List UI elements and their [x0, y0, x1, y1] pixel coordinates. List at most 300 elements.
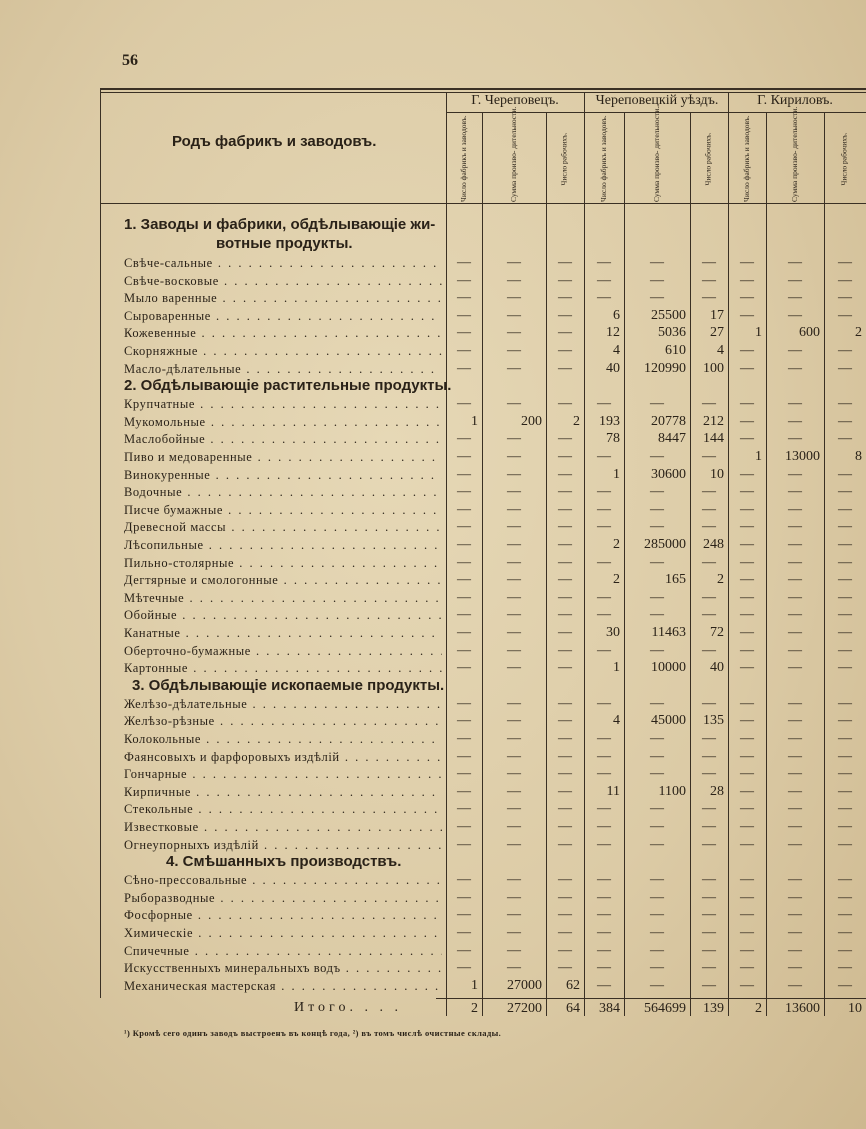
table-top-rule [100, 88, 866, 90]
row-cell: — [702, 589, 716, 605]
table-row [0, 765, 866, 783]
row-name: Картонные . . . [124, 659, 442, 677]
row-cell: — [507, 501, 521, 517]
row-cell: — [507, 872, 521, 888]
row-name: Фосфорные . . . [124, 906, 442, 924]
row-cell: — [788, 307, 802, 323]
row-cell: — [788, 977, 802, 993]
row-cell: — [838, 819, 852, 834]
row-cell: 600 [799, 325, 820, 341]
row-cell: 20778 [651, 413, 686, 429]
row-cell: — [838, 907, 852, 923]
row-cell: 165 [665, 572, 686, 588]
row-cell: — [702, 449, 716, 464]
row-cell: — [838, 625, 852, 640]
row-cell: — [740, 484, 754, 500]
row-cell: 62 [566, 977, 580, 993]
row-cell: — [558, 925, 572, 940]
page-number: 56 [122, 52, 138, 69]
table-row [0, 712, 866, 730]
row-cell: 4 [717, 343, 724, 358]
row-cell: — [457, 449, 471, 464]
row-cell: — [507, 836, 521, 852]
row-cell: — [838, 836, 852, 852]
table-row [0, 871, 866, 889]
row-cell: 285000 [644, 537, 686, 552]
row-cell: — [457, 748, 471, 764]
table-row [0, 906, 866, 924]
row-cell: — [457, 660, 471, 676]
row-cell: 610 [665, 343, 686, 358]
row-cell: — [558, 801, 572, 817]
row-cell: — [702, 396, 716, 412]
row-cell: — [558, 660, 572, 676]
row-cell: — [457, 537, 471, 552]
row-cell: — [558, 484, 572, 500]
subcolumn-header-label: Число рабочихъ. [704, 132, 714, 186]
row-cell: 1 [471, 413, 478, 429]
row-cell: — [740, 466, 754, 482]
row-cell: — [838, 589, 852, 605]
row-cell: — [597, 501, 611, 517]
subcolumn-header-label: Число фабрикъ и заводовъ. [599, 115, 608, 202]
row-cell: — [740, 431, 754, 447]
row-cell: — [507, 960, 521, 976]
table-row [0, 554, 866, 572]
row-cell: — [838, 290, 852, 306]
row-cell: — [838, 466, 852, 482]
section-title: вотные продукты. [216, 235, 353, 252]
row-cell: — [838, 977, 852, 993]
row-cell: — [558, 255, 572, 270]
row-cell: — [457, 907, 471, 923]
table-row [0, 395, 866, 413]
row-cell: — [838, 748, 852, 764]
row-cell: — [740, 572, 754, 588]
row-name: Винокуренные . . . [124, 466, 442, 484]
row-cell: — [558, 748, 572, 764]
row-cell: 10 [710, 466, 724, 482]
row-cell: — [740, 537, 754, 552]
row-cell: 1100 [658, 783, 686, 799]
table-row [0, 942, 866, 960]
row-cell: — [507, 660, 521, 676]
subcolumn-header-label: Сумма произво- дительности. [509, 106, 518, 202]
row-cell: — [740, 748, 754, 764]
row-name: Известковые . . . [124, 818, 442, 836]
row-cell: — [558, 466, 572, 482]
row-cell: — [597, 396, 611, 412]
row-cell: — [788, 607, 802, 623]
row-cell: 1 [755, 449, 762, 464]
row-cell: — [838, 272, 852, 288]
row-cell: — [650, 801, 664, 817]
row-cell: — [788, 766, 802, 782]
group-header-cherepovets-town: Г. Череповецъ. [471, 93, 559, 108]
table-row [0, 254, 866, 272]
row-cell: — [597, 272, 611, 288]
row-cell: — [650, 695, 664, 711]
row-cell: — [702, 977, 716, 993]
row-cell: — [597, 960, 611, 976]
row-cell: 212 [703, 413, 724, 429]
row-cell: — [558, 325, 572, 341]
table-row [0, 360, 866, 378]
table-row [0, 448, 866, 466]
row-name: Сыроваренные . . . [124, 307, 442, 325]
row-cell: — [788, 484, 802, 500]
row-cell: — [507, 396, 521, 412]
table-row [0, 483, 866, 501]
row-cell: — [558, 360, 572, 376]
totals-cell: 384 [599, 1001, 620, 1016]
row-cell: — [650, 731, 664, 746]
totals-rule [436, 998, 866, 999]
row-cell: 2 [717, 572, 724, 588]
row-cell: — [838, 731, 852, 746]
row-cell: 8 [855, 449, 862, 464]
row-cell: — [788, 695, 802, 711]
row-cell: — [838, 642, 852, 658]
row-cell: — [597, 731, 611, 746]
row-cell: 30600 [651, 466, 686, 482]
row-cell: — [740, 589, 754, 605]
row-cell: — [457, 766, 471, 782]
row-cell: 2 [855, 325, 862, 341]
row-cell: — [650, 290, 664, 306]
row-cell: — [457, 607, 471, 623]
row-cell: — [597, 589, 611, 605]
row-cell: — [650, 889, 664, 905]
table-row [0, 836, 866, 854]
row-cell: 1 [755, 325, 762, 341]
row-cell: — [838, 431, 852, 447]
row-cell: — [507, 554, 521, 570]
row-cell: — [597, 255, 611, 270]
table-row [0, 430, 866, 448]
row-cell: — [838, 942, 852, 958]
row-cell: — [558, 731, 572, 746]
row-cell: — [838, 255, 852, 270]
row-cell: 12 [606, 325, 620, 341]
row-cell: — [457, 519, 471, 535]
row-cell: — [457, 872, 471, 888]
row-cell: — [597, 695, 611, 711]
row-cell: — [788, 572, 802, 588]
row-cell: — [457, 713, 471, 729]
group-header-kirilov-town: Г. Кириловъ. [757, 93, 833, 108]
row-cell: — [740, 801, 754, 817]
row-cell: — [558, 501, 572, 517]
row-name: Спичечные . . . [124, 942, 442, 960]
row-cell: — [788, 255, 802, 270]
row-cell: 5036 [658, 325, 686, 341]
subcolumn-header-label: Число фабрикъ и заводовъ. [742, 115, 751, 202]
row-cell: 72 [710, 625, 724, 640]
row-name: Водочные . . . [124, 483, 442, 501]
totals-cell: 564699 [644, 1001, 686, 1016]
totals-cell: 2 [471, 1001, 478, 1016]
row-cell: — [838, 660, 852, 676]
row-cell: — [558, 290, 572, 306]
row-cell: — [507, 625, 521, 640]
table-row [0, 748, 866, 766]
row-name: Канатные . . . [124, 624, 442, 642]
row-cell: 10000 [651, 660, 686, 676]
row-name: Стекольные . . . [124, 800, 442, 818]
row-cell: 1 [613, 466, 620, 482]
row-cell: — [558, 819, 572, 834]
row-cell: — [702, 801, 716, 817]
row-cell: — [597, 889, 611, 905]
row-name: Искусственныхъ минеральныхъ водъ . . . [124, 959, 442, 977]
row-cell: — [457, 889, 471, 905]
table-row [0, 818, 866, 836]
row-cell: — [650, 519, 664, 535]
row-cell: — [702, 695, 716, 711]
row-name: Мѣтечные . . . [124, 589, 442, 607]
header-bottom-rule [100, 203, 866, 204]
row-cell: — [650, 977, 664, 993]
row-name: Писче бумажные . . . [124, 501, 442, 519]
row-cell: — [507, 731, 521, 746]
row-cell: — [558, 537, 572, 552]
row-cell: — [740, 977, 754, 993]
row-cell: — [558, 713, 572, 729]
row-cell: — [838, 925, 852, 940]
row-cell: — [457, 819, 471, 834]
row-name: Гончарные . . . [124, 765, 442, 783]
row-cell: — [702, 925, 716, 940]
row-name: Древесной массы . . . [124, 518, 442, 536]
row-cell: — [558, 572, 572, 588]
row-cell: — [740, 819, 754, 834]
row-cell: — [650, 872, 664, 888]
row-cell: — [558, 642, 572, 658]
row-cell: 30 [606, 625, 620, 640]
row-cell: — [788, 642, 802, 658]
row-cell: — [838, 396, 852, 412]
row-cell: — [740, 942, 754, 958]
table-row [0, 501, 866, 519]
row-cell: — [457, 325, 471, 341]
table-row [0, 571, 866, 589]
row-cell: — [650, 589, 664, 605]
row-cell: — [838, 695, 852, 711]
section-title: 2. Обдѣлывающіе растительные продукты. [124, 377, 452, 395]
table-row [0, 518, 866, 536]
row-cell: — [507, 307, 521, 323]
row-name: Кожевенные . . . [124, 324, 442, 342]
row-cell: — [457, 642, 471, 658]
row-cell: — [457, 272, 471, 288]
row-cell: — [558, 449, 572, 464]
subcolumn-header-9 [828, 116, 862, 202]
row-cell: 78 [606, 431, 620, 447]
row-cell: — [740, 607, 754, 623]
row-cell: — [558, 607, 572, 623]
row-cell: — [788, 660, 802, 676]
subcolumn-header-2 [497, 106, 531, 202]
row-cell: — [788, 907, 802, 923]
row-cell: 45000 [651, 713, 686, 729]
row-cell: — [788, 872, 802, 888]
row-cell: — [838, 801, 852, 817]
table-row [0, 342, 866, 360]
row-cell: 248 [703, 537, 724, 552]
row-cell: — [740, 660, 754, 676]
row-name: Маслобойные . . . [124, 430, 442, 448]
table-row [0, 800, 866, 818]
row-cell: — [558, 396, 572, 412]
totals-cell: 64 [566, 1001, 580, 1016]
row-cell: — [702, 942, 716, 958]
row-cell: — [650, 607, 664, 623]
row-cell: 40 [710, 660, 724, 676]
row-cell: — [740, 907, 754, 923]
row-cell: — [457, 942, 471, 958]
row-cell: — [838, 343, 852, 358]
row-cell: — [457, 307, 471, 323]
row-cell: — [740, 642, 754, 658]
row-name: Огнеупорныхъ издѣлій . . . [124, 836, 442, 854]
row-cell: — [788, 731, 802, 746]
row-cell: — [788, 519, 802, 535]
table-row [0, 466, 866, 484]
row-cell: — [558, 589, 572, 605]
row-cell: — [507, 801, 521, 817]
table-row [0, 624, 866, 642]
subcolumn-header-label: Сумма произво- дительности. [790, 106, 799, 202]
section-title: 4. Смѣшанныхъ производствъ. [166, 853, 402, 871]
row-cell: — [457, 290, 471, 306]
row-cell: 1 [471, 977, 478, 993]
subcolumn-header-7 [730, 116, 764, 202]
row-cell: — [457, 801, 471, 817]
row-cell: — [507, 889, 521, 905]
subcolumn-header-label: Сумма произво- дительности. [652, 106, 661, 202]
row-cell: — [650, 836, 664, 852]
row-cell: — [838, 554, 852, 570]
row-cell: — [702, 501, 716, 517]
row-cell: — [507, 642, 521, 658]
row-cell: — [838, 413, 852, 429]
row-cell: — [788, 819, 802, 834]
row-cell: — [838, 607, 852, 623]
row-cell: — [788, 343, 802, 358]
row-cell: — [650, 642, 664, 658]
row-cell: — [457, 501, 471, 517]
row-name: Свѣче-восковые . . . [124, 272, 442, 290]
row-cell: — [507, 819, 521, 834]
row-cell: — [788, 290, 802, 306]
row-name: Масло-дѣлательные . . . [124, 360, 442, 378]
row-cell: — [702, 748, 716, 764]
section-title: 3. Обдѣлывающіе ископаемые продукты. [132, 676, 445, 694]
row-cell: — [558, 942, 572, 958]
row-cell: — [788, 783, 802, 799]
table-row [0, 783, 866, 801]
row-cell: — [740, 272, 754, 288]
row-cell: — [597, 872, 611, 888]
row-cell: — [457, 589, 471, 605]
row-cell: — [838, 960, 852, 976]
table-row [0, 272, 866, 290]
row-cell: — [597, 925, 611, 940]
row-name: Лѣсопильные . . . [124, 536, 442, 554]
row-cell: — [788, 431, 802, 447]
row-cell: — [740, 554, 754, 570]
row-cell: — [507, 290, 521, 306]
row-cell: — [838, 572, 852, 588]
row-cell: — [457, 625, 471, 640]
row-cell: — [558, 872, 572, 888]
table-row [0, 413, 866, 431]
row-cell: — [788, 836, 802, 852]
row-cell: — [788, 466, 802, 482]
row-cell: — [457, 484, 471, 500]
table-row [0, 589, 866, 607]
row-cell: — [507, 783, 521, 799]
table-row [0, 642, 866, 660]
row-cell: — [702, 836, 716, 852]
row-cell: — [457, 396, 471, 412]
row-cell: — [702, 484, 716, 500]
row-cell: — [740, 925, 754, 940]
row-cell: — [457, 360, 471, 376]
row-cell: — [507, 748, 521, 764]
row-cell: — [507, 466, 521, 482]
totals-cell: 2 [755, 1001, 762, 1016]
row-cell: 2 [573, 413, 580, 429]
row-cell: — [457, 572, 471, 588]
row-cell: — [650, 748, 664, 764]
row-cell: — [740, 413, 754, 429]
row-cell: — [558, 625, 572, 640]
row-cell: 17 [710, 307, 724, 323]
row-cell: — [507, 695, 521, 711]
subcolumn-header-label: Число фабрикъ и заводовъ. [459, 115, 468, 202]
row-cell: — [558, 519, 572, 535]
row-cell: — [597, 801, 611, 817]
row-name: Пиво и медоваренные . . . [124, 448, 442, 466]
row-cell: — [838, 872, 852, 888]
row-name: Кирпичные . . . [124, 783, 442, 801]
row-cell: — [597, 766, 611, 782]
row-cell: — [740, 343, 754, 358]
row-cell: — [788, 589, 802, 605]
row-cell: — [702, 907, 716, 923]
row-cell: — [650, 942, 664, 958]
row-cell: — [558, 695, 572, 711]
row-name: Дегтярные и смологонные . . . [124, 571, 442, 589]
row-cell: — [507, 589, 521, 605]
row-cell: — [650, 925, 664, 940]
row-cell: 13000 [785, 449, 820, 464]
totals-label: Итого. . . . [294, 1000, 402, 1015]
row-cell: — [702, 642, 716, 658]
row-cell: — [740, 713, 754, 729]
row-cell: — [597, 607, 611, 623]
row-cell: — [650, 484, 664, 500]
row-cell: 144 [703, 431, 724, 447]
row-cell: — [702, 290, 716, 306]
row-cell: — [740, 872, 754, 888]
table-row [0, 977, 866, 995]
row-cell: — [702, 554, 716, 570]
row-cell: — [838, 501, 852, 517]
row-cell: — [457, 695, 471, 711]
